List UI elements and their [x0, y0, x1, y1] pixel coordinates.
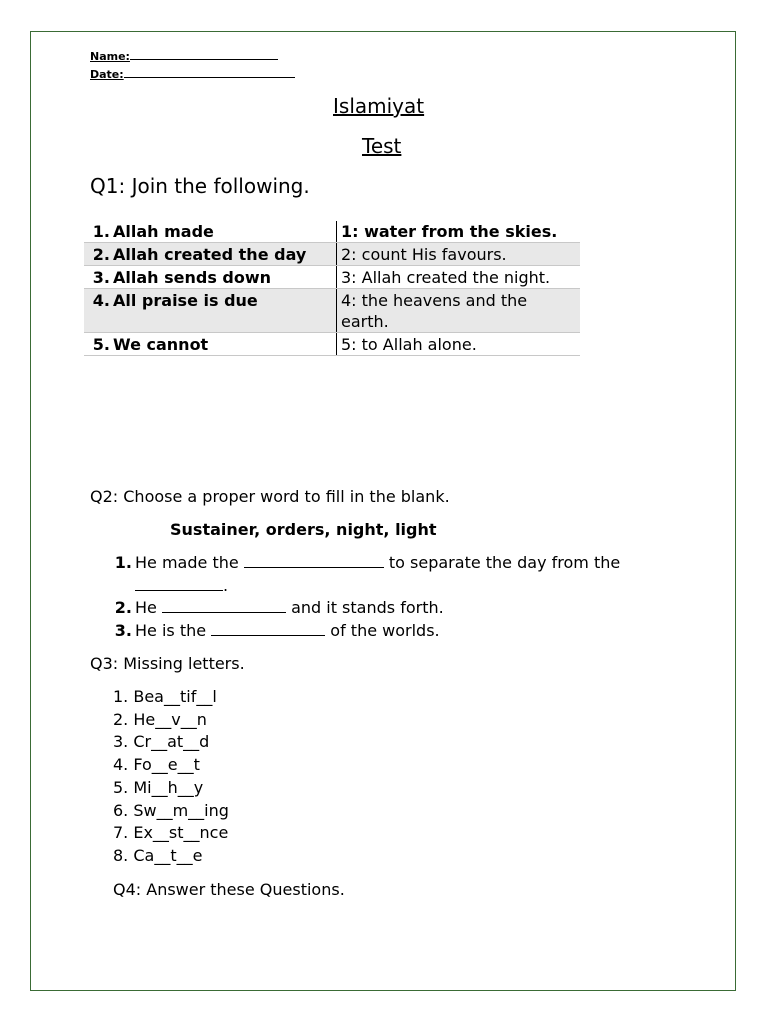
list-item: 5. Mi__h__y [113, 777, 204, 797]
left-cell: 3. Allah sends down [84, 266, 337, 289]
matching-table [84, 221, 580, 356]
answer-blank [211, 621, 325, 636]
left-cell: 4. All praise is due [84, 289, 337, 333]
right-cell: 5: to Allah alone. [337, 333, 581, 356]
word-bank: Sustainer, orders, night, light [170, 520, 437, 539]
subject-title: Islamiyat [333, 94, 425, 118]
missing-letters-list [113, 686, 229, 868]
list-item: 6. Sw__m__ing [113, 800, 229, 820]
answer-blank [244, 553, 384, 568]
right-cell: 1: water from the skies. [337, 221, 581, 243]
table-row [84, 266, 580, 289]
right-cell: 3: Allah created the night. [337, 266, 581, 289]
table-row [84, 243, 580, 266]
fill-item: 2. He and it stands forth. [114, 598, 444, 617]
answer-blank [135, 576, 223, 591]
answer-blank [162, 598, 286, 613]
name-line: Name: [90, 48, 278, 63]
q3-title: Q3: Missing letters. [90, 654, 245, 673]
q1-title: Q1: Join the following. [90, 174, 310, 198]
left-cell: 5. We cannot [84, 333, 337, 356]
fill-item: 3. He is the of the worlds. [114, 621, 440, 640]
table-row [84, 289, 580, 333]
q2-title: Q2: Choose a proper word to fill in the blank. [90, 487, 450, 506]
q4-title: Q4: Answer these Questions. [113, 880, 345, 899]
right-cell: 2: count His favours. [337, 243, 581, 266]
list-item: 8. Ca__t__e [113, 845, 203, 865]
right-cell: 4: the heavens and the earth. [337, 289, 581, 333]
test-title: Test [362, 134, 402, 158]
list-item: 1. Bea__tif__l [113, 687, 217, 706]
table-row [84, 333, 580, 356]
list-item: 4. Fo__e__t [113, 755, 200, 775]
left-cell: 2. Allah created the day [84, 243, 337, 266]
date-line: Date: [90, 66, 295, 81]
fill-item: 1. He made the to separate the day from the [114, 553, 621, 572]
list-item: 2. He__v__n [113, 709, 207, 729]
list-item: 7. Ex__st__nce [113, 823, 229, 843]
list-item: 3. Cr__at__d [113, 732, 210, 752]
fill-item-continuation: . [135, 576, 228, 595]
table-row [84, 221, 580, 243]
left-cell: 1. Allah made [84, 221, 337, 243]
